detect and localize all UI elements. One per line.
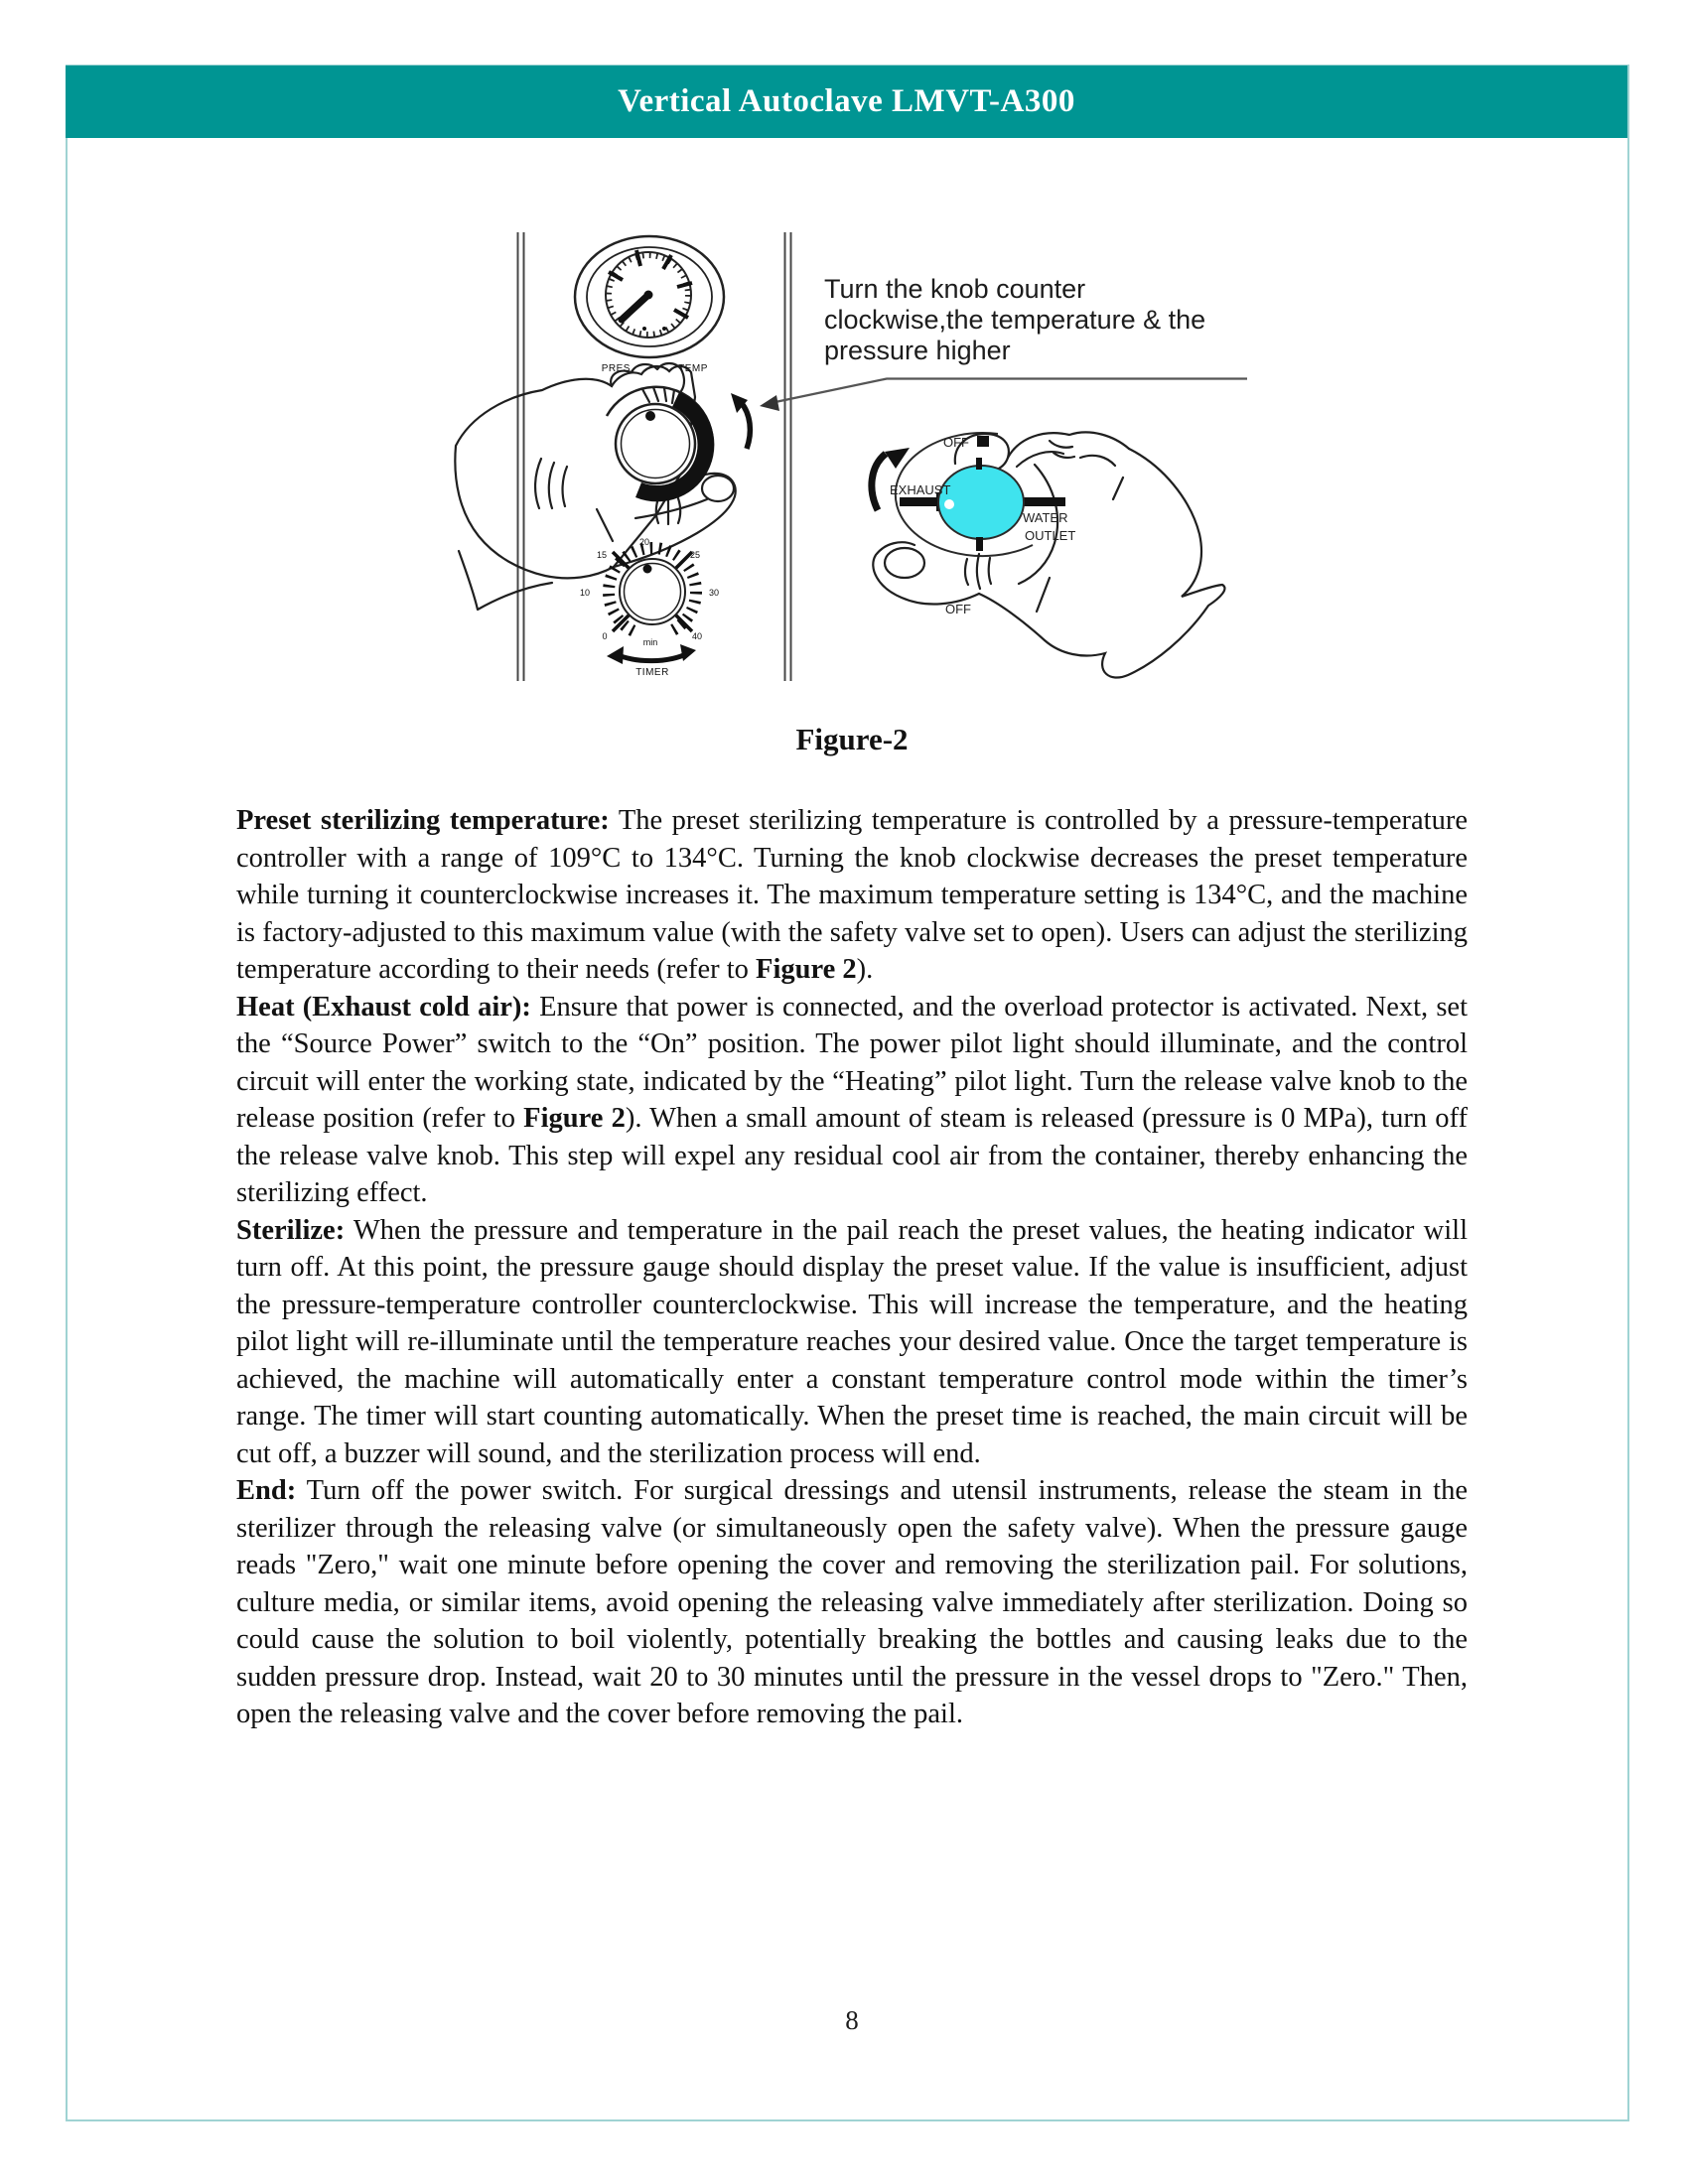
ccw-arrow-icon <box>731 393 750 449</box>
paragraph-heat: Heat (Exhaust cold air): Ensure that power is connected, and the overload protector is activated. Next, set the “Source Power” switch to the “On” position. The power pilot light should illuminate, and the control circuit will enter the working state, indicated by the “Heating” pilot light. Turn the release valve knob to the release position (refer to Figure 2). When a small amount of steam is released (pressure is 0 MPa), turn off the release valve knob. This step will expel any residual cool air from the container, thereby enhancing the sterilizing effect. <box>236 991 1469 1208</box>
paragraph-preset-temperature: Preset sterilizing temperature: The preset sterilizing temperature is controlled by a pressure-temperature controller with a range of 109°C to 134°C. Turning the knob clockwise decreases the preset temperature while turning it counterclockwise increases it. The maximum temperature setting is 134°C, and the machine is factory-adjusted to this maximum value (with the safety valve set to open). Users can adjust the sterilizing temperature according to their needs (refer to Figure 2). <box>236 805 1468 985</box>
temperature-knob <box>607 387 714 502</box>
paragraph-sterilize: Sterilize: When the pressure and temperature in the pail reach the preset values, the heating indicator will turn off. At this point, the pressure gauge should display the preset value. If the value is insufficient, adjust the pressure-temperature controller counterclockwise. This will increase the temperature, and the heating pilot light will re-illuminate until the temperature reaches your desired value. Once the target temperature is achieved, the machine will automatically enter a constant temperature control mode within the timer’s range. The timer will start counting automatically. When the preset time is reached, the main circuit will be cut off, a buzzer will sound, and the sterilization process will end. <box>236 1214 1468 1469</box>
timer-unit-label: min <box>642 637 658 647</box>
valve-label-water: WATER <box>1023 510 1068 525</box>
timer-tick-40: 40 <box>691 631 703 641</box>
figure-2-illustration <box>397 223 1291 764</box>
valve-label-off-bottom: OFF <box>945 602 971 616</box>
annotation-line-3: pressure higher <box>824 336 1011 365</box>
timer-tick-25: 25 <box>689 550 701 560</box>
annotation <box>760 274 1247 411</box>
timer-tick-15: 15 <box>596 550 608 560</box>
valve-label-exhaust: EXHAUST <box>890 482 951 497</box>
leader-line <box>771 379 1247 404</box>
document-body <box>236 802 1468 1733</box>
page-number: 8 <box>845 2005 859 2035</box>
paragraph-end: End: Turn off the power switch. For surgical dressings and utensil instruments, release the steam in the sterilizer through the releasing valve (or simultaneously open the safety valve). When the pressure gauge reads "Zero," wait one minute before opening the cover and removing the sterilization pail. For solutions, culture media, or similar items, avoid opening the releasing valve immediately after sterilization. Doing so could cause the solution to boil violently, potentially breaking the bottles and causing leaks due to the sudden pressure drop. Instead, wait 20 to 30 minutes until the pressure in the vessel drops to "Zero." Then, open the releasing valve and the cover before removing the pail. <box>236 1475 1468 1729</box>
pressure-gauge <box>575 236 724 374</box>
right-hand-illustration <box>872 432 1225 677</box>
annotation-line-2: clockwise,the temperature & the <box>824 305 1206 335</box>
timer-tick-20: 20 <box>638 537 650 547</box>
page-title: Vertical Autoclave LMVT-A300 <box>618 83 1075 119</box>
valve-label-outlet: OUTLET <box>1025 528 1076 543</box>
leader-arrowhead-icon <box>760 395 779 411</box>
valve-label-off-top: OFF <box>943 435 969 450</box>
gauge-label-pressure: PRES. <box>601 363 634 374</box>
timer-tick-30: 30 <box>708 588 720 598</box>
timer-label: TIMER <box>635 667 669 678</box>
timer-tick-10: 10 <box>579 588 591 598</box>
timer-tick-0: 0 <box>602 631 608 641</box>
gauge-label-temperature: TEMP <box>678 363 708 374</box>
header-bar <box>66 66 1627 138</box>
figure-caption: Figure-2 <box>795 722 909 756</box>
figure-2-svg <box>397 223 1291 764</box>
timer-dial <box>580 537 719 678</box>
annotation-line-1: Turn the knob counter <box>824 274 1086 304</box>
